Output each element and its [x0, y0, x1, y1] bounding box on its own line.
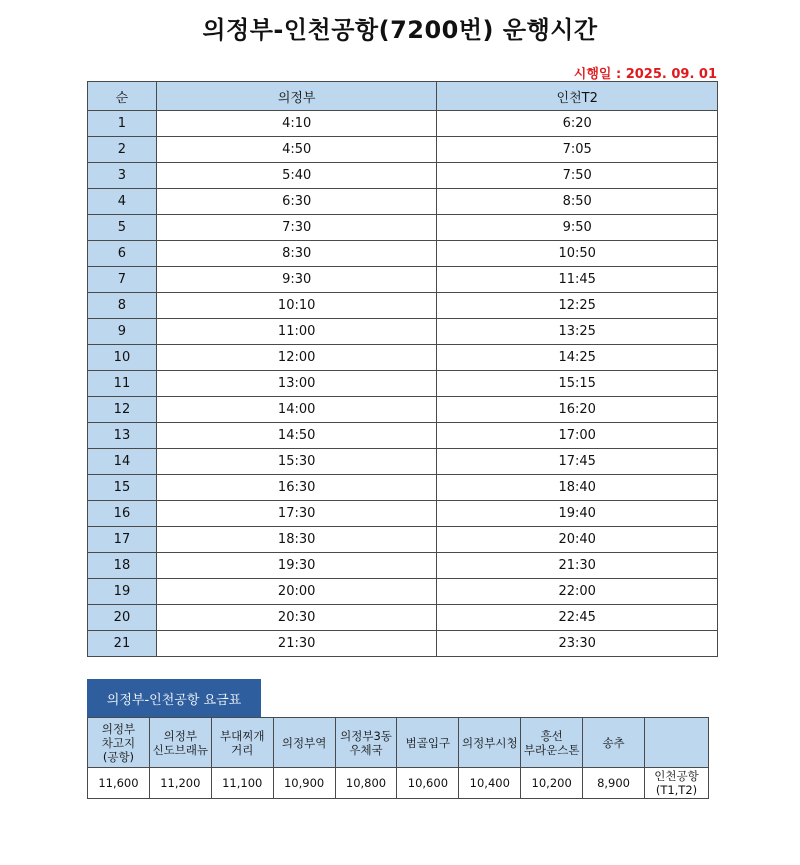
fare-table	[87, 717, 709, 799]
schedule-header-seq: 순	[88, 82, 157, 111]
fare-stop-cell	[273, 718, 335, 768]
row-seq: 17	[88, 527, 157, 553]
row-uijeongbu-time: 12:00	[156, 345, 437, 371]
table-row	[88, 605, 718, 631]
fare-value-cell	[583, 768, 645, 799]
row-uijeongbu-time: 9:30	[156, 267, 437, 293]
row-incheon-t2-time: 13:25	[437, 319, 718, 345]
table-row	[88, 215, 718, 241]
fare-value: 10,200	[531, 776, 572, 790]
row-seq: 16	[88, 501, 157, 527]
fare-stop-cell	[397, 718, 459, 768]
row-seq: 15	[88, 475, 157, 501]
row-uijeongbu-time: 20:30	[156, 605, 437, 631]
row-seq: 5	[88, 215, 157, 241]
schedule-header-incheon-t2: 인천T2	[437, 82, 718, 111]
fare-value: 10,900	[283, 776, 325, 790]
fare-value-cell	[644, 768, 708, 799]
row-seq: 8	[88, 293, 157, 319]
row-uijeongbu-time: 4:10	[156, 111, 437, 137]
row-uijeongbu-time: 13:00	[156, 371, 437, 397]
row-seq: 4	[88, 189, 157, 215]
fare-value-cell	[521, 768, 583, 799]
table-row	[88, 371, 718, 397]
row-uijeongbu-time: 16:30	[156, 475, 437, 501]
table-row	[88, 631, 718, 657]
row-incheon-t2-time: 12:25	[437, 293, 718, 319]
row-uijeongbu-time: 18:30	[156, 527, 437, 553]
row-incheon-t2-time: 17:00	[437, 423, 718, 449]
effective-date: 시행일 : 2025. 09. 01	[573, 67, 717, 82]
fare-value-cell	[211, 768, 273, 799]
fare-value-cell	[335, 768, 397, 799]
fare-stop-name: 의정부3동 우체국	[340, 728, 392, 757]
fare-value: 8,900	[597, 776, 631, 790]
row-seq: 12	[88, 397, 157, 423]
row-incheon-t2-time: 8:50	[437, 189, 718, 215]
fare-value-row	[88, 768, 709, 799]
table-row	[88, 267, 718, 293]
row-incheon-t2-time: 6:20	[437, 111, 718, 137]
row-incheon-t2-time: 14:25	[437, 345, 718, 371]
table-row	[88, 527, 718, 553]
row-seq: 6	[88, 241, 157, 267]
table-row	[88, 137, 718, 163]
row-incheon-t2-time: 17:45	[437, 449, 718, 475]
fare-stop-name: 범골입구	[405, 735, 451, 750]
row-uijeongbu-time: 7:30	[156, 215, 437, 241]
fare-stop-name: 의정부시청	[462, 735, 518, 750]
row-uijeongbu-time: 17:30	[156, 501, 437, 527]
row-seq: 19	[88, 579, 157, 605]
row-seq: 10	[88, 345, 157, 371]
table-row	[88, 501, 718, 527]
schedule-header-row	[88, 82, 718, 111]
table-row	[88, 111, 718, 137]
table-row	[88, 163, 718, 189]
table-row	[88, 397, 718, 423]
fare-stop-name: 의정부 신도브래뉴	[152, 728, 209, 757]
row-incheon-t2-time: 18:40	[437, 475, 718, 501]
row-seq: 3	[88, 163, 157, 189]
fare-stop-cell	[211, 718, 273, 768]
table-row	[88, 241, 718, 267]
table-row	[88, 293, 718, 319]
schedule-table	[87, 81, 718, 657]
row-seq: 11	[88, 371, 157, 397]
fare-table-title: 의정부-인천공항 요금표	[87, 679, 261, 717]
row-seq: 21	[88, 631, 157, 657]
row-seq: 9	[88, 319, 157, 345]
fare-value-cell	[149, 768, 211, 799]
row-incheon-t2-time: 19:40	[437, 501, 718, 527]
row-uijeongbu-time: 19:30	[156, 553, 437, 579]
row-seq: 14	[88, 449, 157, 475]
row-uijeongbu-time: 21:30	[156, 631, 437, 657]
row-incheon-t2-time: 22:00	[437, 579, 718, 605]
fare-value: 인천공항 (T1,T2)	[654, 769, 699, 797]
fare-value: 10,400	[469, 776, 510, 790]
table-row	[88, 475, 718, 501]
fare-value: 11,200	[160, 776, 201, 790]
row-seq: 2	[88, 137, 157, 163]
table-row	[88, 579, 718, 605]
fare-stop-cell	[149, 718, 211, 768]
schedule-header-uijeongbu: 의정부	[156, 82, 437, 111]
fare-stop-name: 의정부역	[281, 735, 327, 750]
fare-value: 10,800	[345, 776, 387, 790]
page-title: 의정부-인천공항(7200번) 운행시간	[202, 16, 598, 44]
table-row	[88, 553, 718, 579]
fare-value: 10,600	[407, 776, 449, 790]
row-uijeongbu-time: 6:30	[156, 189, 437, 215]
row-uijeongbu-time: 20:00	[156, 579, 437, 605]
fare-value: 11,600	[98, 776, 139, 790]
fare-stop-row	[88, 718, 709, 768]
row-uijeongbu-time: 5:40	[156, 163, 437, 189]
row-seq: 18	[88, 553, 157, 579]
row-uijeongbu-time: 15:30	[156, 449, 437, 475]
fare-stop-cell	[88, 718, 150, 768]
row-incheon-t2-time: 7:05	[437, 137, 718, 163]
table-row	[88, 345, 718, 371]
row-seq: 1	[88, 111, 157, 137]
schedule-body	[88, 111, 718, 657]
fare-stop-cell	[644, 718, 708, 768]
row-incheon-t2-time: 9:50	[437, 215, 718, 241]
row-incheon-t2-time: 7:50	[437, 163, 718, 189]
table-row	[88, 423, 718, 449]
row-uijeongbu-time: 10:10	[156, 293, 437, 319]
row-seq: 7	[88, 267, 157, 293]
fare-stop-name: 송추	[602, 735, 625, 750]
fare-stop-name: 부대찌개 거리	[220, 728, 265, 757]
row-uijeongbu-time: 14:00	[156, 397, 437, 423]
fare-value-cell	[88, 768, 150, 799]
row-uijeongbu-time: 11:00	[156, 319, 437, 345]
fare-stop-cell	[459, 718, 521, 768]
table-row	[88, 189, 718, 215]
row-incheon-t2-time: 20:40	[437, 527, 718, 553]
row-incheon-t2-time: 16:20	[437, 397, 718, 423]
fare-stop-cell	[583, 718, 645, 768]
row-uijeongbu-time: 8:30	[156, 241, 437, 267]
row-uijeongbu-time: 4:50	[156, 137, 437, 163]
fare-value-cell	[397, 768, 459, 799]
fare-value: 11,100	[222, 776, 263, 790]
fare-stop-cell	[521, 718, 583, 768]
row-uijeongbu-time: 14:50	[156, 423, 437, 449]
fare-stop-cell	[335, 718, 397, 768]
row-incheon-t2-time: 22:45	[437, 605, 718, 631]
row-seq: 13	[88, 423, 157, 449]
row-incheon-t2-time: 21:30	[437, 553, 718, 579]
row-incheon-t2-time: 11:45	[437, 267, 718, 293]
fare-stop-name: 의정부 차고지 (공항)	[101, 721, 136, 764]
table-row	[88, 319, 718, 345]
table-row	[88, 449, 718, 475]
row-incheon-t2-time: 15:15	[437, 371, 718, 397]
row-seq: 20	[88, 605, 157, 631]
row-incheon-t2-time: 10:50	[437, 241, 718, 267]
row-incheon-t2-time: 23:30	[437, 631, 718, 657]
fare-stop-name: 흥선 부라운스톤	[523, 728, 580, 757]
fare-value-cell	[273, 768, 335, 799]
fare-value-cell	[459, 768, 521, 799]
